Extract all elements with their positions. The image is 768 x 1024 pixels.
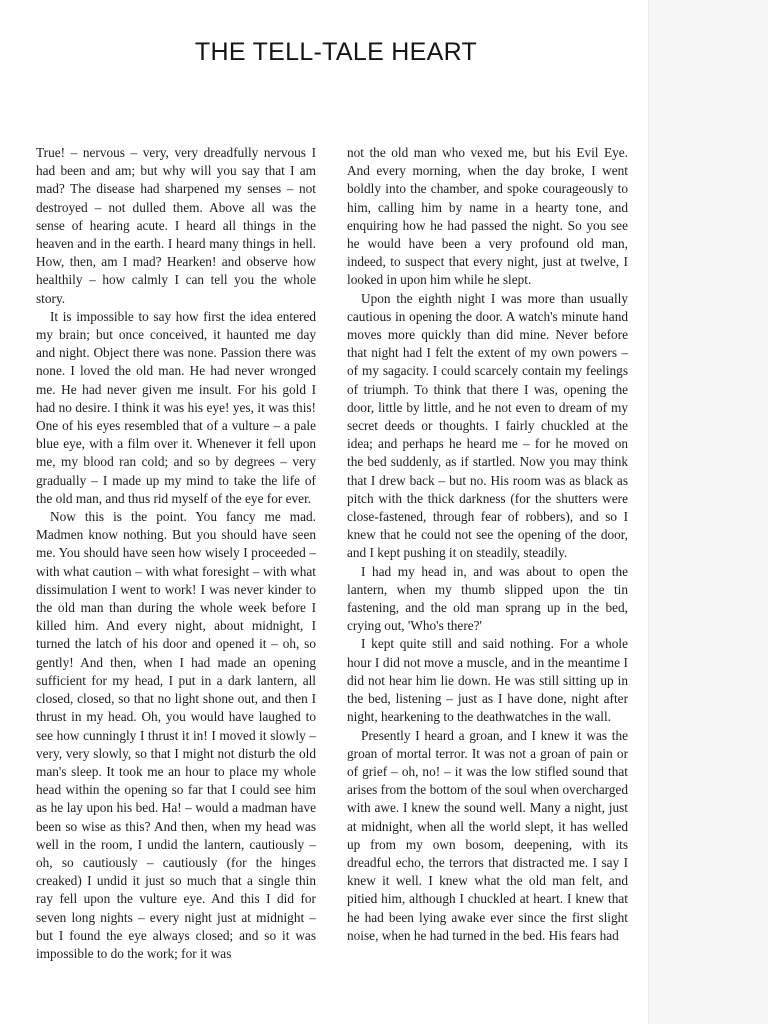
paragraph: I kept quite still and said nothing. For a whole hour I did not move a muscle, and in the meantime I did not hear him lie down. He was still sitting up in the bed, listening – just as I have done, night after night, hearkening to the deathwatches in the wall. [347,636,628,725]
page-edge-shadow [648,0,768,1024]
paragraph: It is impossible to say how first the idea entered my brain; but once conceived, it haunted me day and night. Object there was none. Passion there was none. I loved the old man. He had never wronged me. He had never given me insult. For his gold I had no desire. I think it was his eye! yes, it was this! One of his eyes resembled that of a vulture – a pale blue eye, with a film over it. Whenever it fell upon me, my blood ran cold; and so by degrees – very gradually – I made up my mind to take the life of the old man, and thus rid myself of the eye for ever. [36,308,316,506]
right-text-column [347,144,628,945]
left-text-column [36,144,316,963]
story-title: THE TELL-TALE HEART [194,38,478,66]
paragraph: Presently I heard a groan, and I knew it was the groan of mortal terror. It was not a groan of pain or of grief – oh, no! – it was the low stifled sound that arises from the bottom of the soul when overcharged with awe. I knew the sound well. Many a night, just at midnight, when all the world slept, it has welled up from my own bosom, deepening, with its dreadful echo, the terrors that distracted me. I say I knew it well. I knew what the old man felt, and pitied him, although I chuckled at heart. I knew that he had been lying awake ever since the first slight noise, when he had turned in the bed. His fears had [347,727,628,943]
paragraph: Upon the eighth night I was more than usually cautious in opening the door. A watch's minute hand moves more quickly than did mine. Never before that night had I felt the extent of my own powers – of my sagacity. I could scarcely contain my feelings of triumph. To think that there I was, opening the door, little by little, and he not even to dream of my secret deeds or thoughts. I fairly chuckled at the idea; and perhaps he heard me – for he moved on the bed suddenly, as if startled. Now you may think that I drew back – but no. His room was as black as pitch with the thick darkness (for the shutters were close-fastened, through fear of robbers), and so I knew that he could not see the opening of the door, and I kept pushing it on steadily, steadily. [347,290,628,561]
paragraph: not the old man who vexed me, but his Evil Eye. And every morning, when the day broke, I went boldly into the chamber, and spoke courageously to him, calling him by name in a hearty tone, and enquiring how he had passed the night. So you see he would have been a very profound old man, indeed, to suspect that every night, just at twelve, I looked in upon him while he slept. [347,145,628,288]
paragraph: I had my head in, and was about to open the lantern, when my thumb slipped upon the tin fastening, and the old man sprang up in the bed, crying out, 'Who's there?' [347,563,628,634]
paragraph: True! – nervous – very, very dreadfully nervous I had been and am; but why will you say that I am mad? The disease had sharpened my senses – not destroyed – not dulled them. Above all was the sense of hearing acute. I heard all things in the heaven and in the earth. I heard many things in hell. How, then, am I mad? Hearken! and observe how healthily – how calmly I can tell you the whole story. [36,145,316,306]
paragraph: Now this is the point. You fancy me mad. Madmen know nothing. But you should have seen me. You should have seen how wisely I proceeded – with what caution – with what foresight – with what dissimulation I went to work! I was never kinder to the old man than during the whole week before I killed him. And every night, about midnight, I turned the latch of his door and opened it – oh, so gently! And then, when I had made an opening sufficient for my head, I put in a dark lantern, all closed, closed, so that no light shone out, and then I thrust in my head. Oh, you would have laughed to see how cunningly I thrust it in! I moved it slowly – very, very slowly, so that I might not disturb the old man's sleep. It took me an hour to place my whole head within the opening so far that I could see him as he lay upon his bed. Ha! – would a madman have been so wise as this? And then, when my head was well in the room, I undid the lantern, cautiously – oh, so cautiously – cautiously (for the hinges creaked) I undid it just so much that a single thin ray fell upon the vulture eye. And this I did for seven long nights – every night just at midnight – but I found the eye always closed; and so it was impossible to do the work; for it was [36,509,316,961]
